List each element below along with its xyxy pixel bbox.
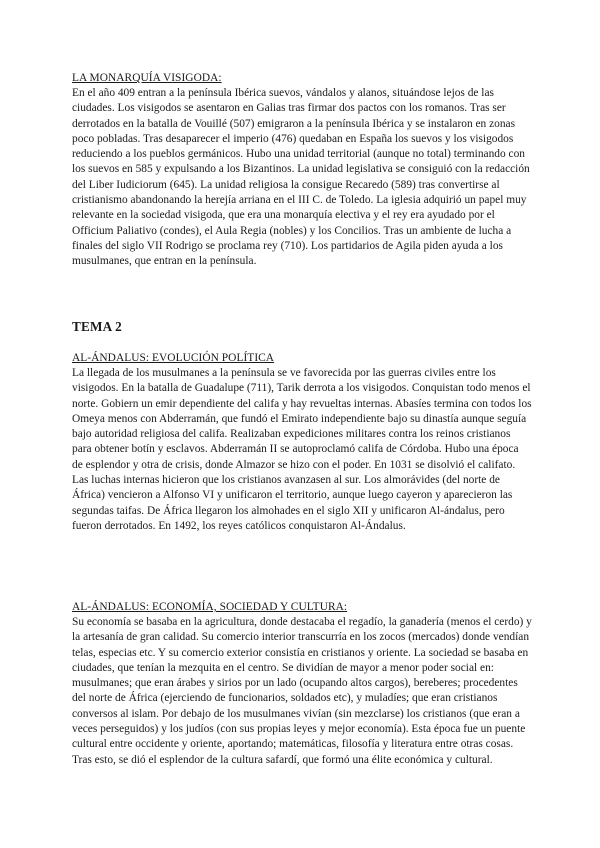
section-evolucion-politica: [72, 351, 532, 534]
section-heading: LA MONARQUÍA VISIGODA:: [72, 72, 222, 84]
section-body: La llegada de los musulmanes a la península se ve favorecida por las guerras civiles entre los visigodos. En la batalla de Guadalupe (711), Tarik derrota a los visigodos. Conquistan todo menos el norte. Gobiern un emir dependiente del califa y hay revueltas internas. Abasíes termina con todos los Omeya menos con Abderramán, que fundó el Emirato independiente bajo su dinastía aunque seguía bajo autoridad religiosa del califa. Realizaban expediciones militares contra los reinos cristianos para obtener botín y esclavos. Abderramán II se autoproclamó califa de Córdoba. Hubo una época de esplendor y otra de crisis, donde Almazor se hizo con el poder. En 1031 se disolvió el califato. Las luchas internas hicieron que los cristianos avanzasen al sur. Los almorávides (del norte de África) vencieron a Alfonso VI y unificaron el territorio, aunque luego cayeron y aparecieron las segundas taifas. De África llegaron los almohades en el siglo XII y unificaron Al-ándalus, pero fueron derrotados. En 1492, los reyes católicos conquistaron Al-Ándalus.: [72, 367, 532, 532]
section-heading: AL-ÁNDALUS: EVOLUCIÓN POLÍTICA: [72, 352, 275, 364]
section-body: En el año 409 entran a la península Ibérica suevos, vándalos y alanos, situándose lejos de las ciudades. Los visigodos se asentaron en Galias tras firmar dos pactos con los romanos. Tras ser derrotados en la batalla de Vouillé (507) emigraron a la península Ibérica y se instalaron en zonas poco pobladas. Tras desaparecer el imperio (476) quedaban en España los suevos y los visigodos reduciendo a los pueblos germánicos. Hubo una unidad territorial (aunque no total) terminando con los suevos en 585 y expulsando a los Bizantinos. La unidad legislativa se consiguió con la redacción del Liber Iudiciorum (645). La unidad religiosa la consigue Recaredo (589) tras convertirse al cristianismo abandonando la herejía arriana en el III C. de Toledo. La iglesia adquirió un papel muy relevante en la sociedad visigoda, que era una monarquía electiva y el rey era ayudado por el Officium Paliativo (condes), el Aula Regia (nobles) y los Concilios. Tras un ambiente de lucha a finales del siglo VII Rodrigo se proclama rey (710). Los partidarios de Agila piden ayuda a los musulmanes, que entran en la península.: [72, 87, 530, 268]
section-body: Su economía se basaba en la agricultura, donde destacaba el regadío, la ganadería (menos el cerdo) y la artesanía de gran calidad. Su comercio interior transcurría en los zocos (mercados) donde vendían telas, especias etc. Y su comercio exterior consistía en cristianos y oriente. La sociedad se basaba en ciudades, que tenían la mezquita en el centro. Se dividían de mayor a menor poder social en: musulmanes; que eran árabes y sirios por un lado (ocupando altos cargos), bereberes; procedentes del norte de África (ejerciendo de funcionarios, soldados etc), y muladíes; que eran cristianos conversos al islam. Por debajo de los musulmanes vivían (sin mezclarse) los cristianos (que eran a veces perseguidos) y los judíos (con sus propias leyes y mejor economía). Esta época fue un puente cultural entre occidente y oriente, aportando; matemáticas, filosofía y literatura entre otras cosas. Tras esto, se dió el esplendor de la cultura safardí, que formó una élite económica y cultural.: [72, 616, 532, 766]
section-monarquia-visigoda: [72, 71, 532, 270]
section-heading: AL-ÁNDALUS: ECONOMÍA, SOCIEDAD Y CULTURA:: [72, 601, 348, 613]
section-economia-sociedad-cultura: [72, 600, 532, 768]
chapter-title: TEMA 2: [72, 319, 122, 334]
